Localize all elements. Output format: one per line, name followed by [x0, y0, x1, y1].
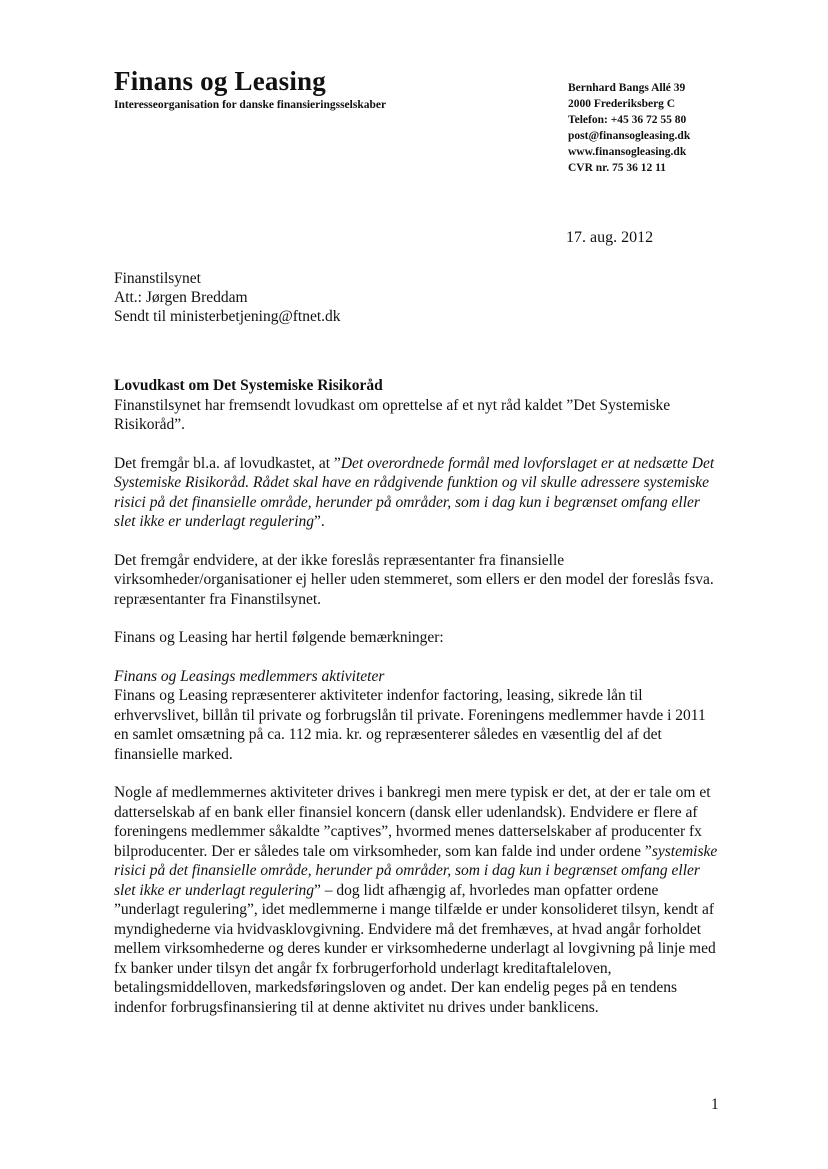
sender-address-block: [568, 80, 690, 176]
quote-lead: Det fremgår bl.a. af lovudkastet, at ”: [114, 454, 341, 472]
sender-city: 2000 Frederiksberg C: [568, 98, 676, 110]
representatives-paragraph: Det fremgår endvidere, at der ikke foreslås repræsentanter fra finansielle virksomheder/organisationer ej heller uden stemmeret, som ellers er den model der foreslås fsva. repræsentanter fra Finanstilsynet.: [114, 551, 714, 608]
section-subheading: Finans og Leasings medlemmers aktiviteter: [114, 667, 385, 685]
letter-date: 17. aug. 2012: [566, 229, 654, 246]
recipient-name: Finanstilsynet: [114, 270, 201, 287]
sender-email: post@finansogleasing.dk: [568, 130, 691, 142]
members-paragraph: [114, 667, 724, 765]
intro-text: Finanstilsynet har fremsendt lovudkast om oprettelse af et nyt råd kaldet ”Det Systemiske Risikoråd”.: [114, 396, 671, 433]
quote-paragraph: [114, 454, 724, 532]
quoted-text: Det overordnede formål med lovforslaget er at nedsætte Det Systemiske Risikoråd. Rådet skal have en rådgivende funktion og vil skulle adressere systemiske risici på det finansielle område, herunder på områder, som i dag kun i begrænset omfang eller slet ikke er underlagt regulering: [114, 454, 715, 530]
letter-heading: Lovudkast om Det Systemiske Risikoråd: [114, 377, 383, 394]
org-name: Finans og Leasing: [114, 66, 326, 96]
intro-paragraph: [114, 376, 724, 435]
letter-body: [114, 376, 724, 1036]
activities-paragraph: [114, 783, 724, 1017]
sender-cvr: CVR nr. 75 36 12 11: [568, 162, 666, 174]
remarks-intro-paragraph: Finans og Leasing har hertil følgende bemærkninger:: [114, 629, 444, 646]
page-number: 1: [711, 1096, 719, 1113]
sender-street: Bernhard Bangs Allé 39: [568, 82, 686, 94]
sender-phone: Telefon: +45 36 72 55 80: [568, 114, 687, 126]
quote-tail: ”.: [314, 513, 325, 530]
sender-website: www.finansogleasing.dk: [568, 146, 687, 158]
members-text: Finans og Leasing repræsenterer aktiviteter indenfor factoring, leasing, sikrede lån til erhvervslivet, billån til private og forbrugslån til private. Foreningens medlemmer havde i 2011 en samlet omsætning på ca. 112 mia. kr. og repræsenterer således en væsentlig del af det finansielle marked.: [114, 687, 706, 763]
activities-quote: systemiske risici på det finansielle område, herunder på områder, som i dag kun i begrænset omfang eller slet ikke er underlagt regulering: [114, 842, 718, 899]
recipient-attention: Att.: Jørgen Breddam: [114, 289, 248, 306]
activities-text-a: Nogle af medlemmernes aktiviteter drives i bankregi men mere typisk er det, at der er tale om et datterselskab af en bank eller finansiel koncern (dansk eller udenlandsk). Endvidere er flere af foreningens medlemmer såkaldte ”captives”, hvormed menes datterselskaber af producenter fx bilproducenter. Der er således tale om virksomheder, som kan falde ind under ordene ”: [114, 784, 711, 860]
org-subtitle: Interesseorganisation for danske finansieringsselskaber: [114, 99, 387, 111]
recipient-block: [114, 269, 341, 326]
recipient-sent-to: Sendt til ministerbetjening@ftnet.dk: [114, 308, 341, 325]
activities-text-b: ” – dog lidt afhængig af, hvorledes man opfatter ordene ”underlagt regulering”, idet medlemmerne i mange tilfælde er under konsolideret tilsyn, kendt af myndighederne via hvidvasklovgivning. Endvidere må det fremhæves, at hvad angår forholdet mellem virksomhederne og deres kunder er virksomhederne underlagt al lovgivning på linje med fx banker under tilsyn det angår fx forbrugerforhold underlagt kreditaftaleloven, betalingsmiddelloven, markedsføringsloven og andet. Der kan endelig peges på en tendens indenfor forbrugsfinansiering til at denne aktivitet nu drives under banklicens.: [114, 881, 716, 1016]
